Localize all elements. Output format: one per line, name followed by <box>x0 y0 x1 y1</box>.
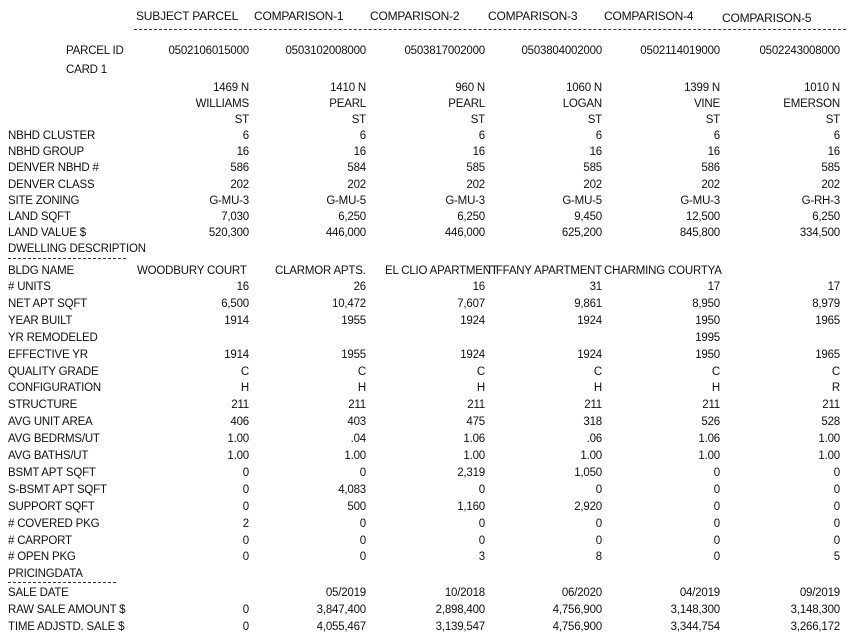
cell-value: 5 <box>833 551 840 563</box>
row-label: STRUCTURE <box>8 399 78 411</box>
cell-value: 1.00 <box>463 450 485 462</box>
cell-value: 202 <box>701 179 720 191</box>
row-label: SALE DATE <box>8 587 69 599</box>
cell-value: 211 <box>467 399 485 411</box>
cell-value: 586 <box>701 162 720 174</box>
address-suffixe: ST <box>470 114 485 126</box>
cell-value: 528 <box>821 416 840 428</box>
row-label: DENVER NBHD # <box>8 162 99 174</box>
cell-value: 406 <box>230 416 249 428</box>
cell-value: 3,344,754 <box>670 621 720 633</box>
row-label: # CARPORT <box>8 535 72 547</box>
cell-value: H <box>476 382 485 394</box>
cell-value: 0 <box>478 518 485 530</box>
cell-value: 6,500 <box>221 298 249 310</box>
cell-value: 1.00 <box>818 433 840 445</box>
parcel-id-value: 0502114019000 <box>640 45 720 57</box>
cell-value: 6 <box>595 130 602 142</box>
cell-value: C <box>831 366 840 378</box>
cell-value: 446,000 <box>325 227 366 239</box>
cell-value: 0 <box>242 551 249 563</box>
cell-value: 0 <box>242 484 249 496</box>
row-label: YR REMODELED <box>8 332 98 344</box>
cell-value: 1.00 <box>344 450 366 462</box>
parcel-id-value: 0502106015000 <box>168 45 249 57</box>
cell-value: 3,266,172 <box>790 621 840 633</box>
row-label: BSMT APT SQFT <box>8 467 96 479</box>
cell-value: 211 <box>348 399 366 411</box>
cell-value: 585 <box>466 162 485 174</box>
section-rule-pricing <box>8 582 116 583</box>
cell-value: 585 <box>583 162 602 174</box>
cell-value: 1,160 <box>457 501 485 513</box>
cell-value: 334,500 <box>799 227 840 239</box>
building-name: TIFFANY APARTMENT <box>486 265 603 277</box>
cell-value: 1914 <box>224 315 249 327</box>
cell-value: 3,148,300 <box>670 604 720 616</box>
cell-value: 1950 <box>695 315 720 327</box>
address-number: 960 N <box>455 82 485 94</box>
cell-value: 6 <box>713 130 720 142</box>
cell-value: 845,800 <box>679 227 720 239</box>
row-label: SITE ZONING <box>8 195 80 207</box>
cell-value: G-RH-3 <box>801 195 840 207</box>
cell-value: 9,450 <box>574 211 602 223</box>
cell-value: 0 <box>359 467 366 479</box>
column-header: COMPARISON-5 <box>722 11 812 25</box>
cell-value: 8,950 <box>692 298 720 310</box>
cell-value: 0 <box>242 621 249 633</box>
cell-value: 1.06 <box>698 433 720 445</box>
address-number: 1410 N <box>330 82 366 94</box>
cell-value: 211 <box>702 399 720 411</box>
cell-value: 4,083 <box>338 484 366 496</box>
cell-value: 12,500 <box>686 211 720 223</box>
parcel-id-value: 0502243008000 <box>759 45 840 57</box>
cell-value: 584 <box>347 162 366 174</box>
building-name: WOODBURY COURT <box>137 265 247 277</box>
cell-value: .04 <box>350 433 366 445</box>
cell-value: H <box>357 382 366 394</box>
cell-value: 0 <box>833 484 840 496</box>
column-header: COMPARISON-1 <box>254 9 344 23</box>
cell-value: 500 <box>347 501 366 513</box>
parcel-id-value: 0503817002000 <box>404 45 485 57</box>
cell-value: 1.00 <box>580 450 602 462</box>
cell-value: 10/2018 <box>444 587 485 599</box>
row-label: EFFECTIVE YR <box>8 349 88 361</box>
column-header: SUBJECT PARCEL <box>136 9 239 23</box>
cell-value: 1.00 <box>698 450 720 462</box>
cell-value: 0 <box>242 467 249 479</box>
cell-value: 202 <box>466 179 485 191</box>
cell-value: 211 <box>584 399 602 411</box>
cell-value: 16 <box>827 146 840 158</box>
address-street: EMERSON <box>783 98 840 110</box>
row-label: DENVER CLASS <box>8 179 95 191</box>
cell-value: 10,472 <box>332 298 366 310</box>
cell-value: 6,250 <box>457 211 485 223</box>
cell-value: 0 <box>713 467 720 479</box>
cell-value: 1.06 <box>463 433 485 445</box>
cell-value: 0 <box>359 535 366 547</box>
cell-value: C <box>357 366 366 378</box>
cell-value: G-MU-3 <box>209 195 249 207</box>
section-rule-dwelling <box>8 258 126 259</box>
cell-value: 7,030 <box>221 211 249 223</box>
cell-value: 2,898,400 <box>435 604 485 616</box>
cell-value: 3 <box>478 551 485 563</box>
cell-value: C <box>593 366 602 378</box>
cell-value: 1924 <box>577 349 602 361</box>
cell-value: G-MU-3 <box>445 195 485 207</box>
cell-value: 202 <box>230 179 249 191</box>
cell-value: 3,847,400 <box>316 604 366 616</box>
address-suffixe: ST <box>705 114 720 126</box>
row-label: NBHD CLUSTER <box>8 130 96 142</box>
cell-value: C <box>711 366 720 378</box>
cell-value: 0 <box>833 467 840 479</box>
row-label: NBHD GROUP <box>8 146 84 158</box>
cell-value: 09/2019 <box>799 587 840 599</box>
row-label: AVG BEDRMS/UT <box>8 433 100 445</box>
address-number: 1060 N <box>566 82 602 94</box>
row-label: AVG UNIT AREA <box>8 416 93 428</box>
cell-value: 0 <box>713 535 720 547</box>
cell-value: C <box>476 366 485 378</box>
column-header: COMPARISON-2 <box>370 9 460 23</box>
cell-value: 1.00 <box>227 450 249 462</box>
cell-value: H <box>593 382 602 394</box>
cell-value: 202 <box>821 179 840 191</box>
column-header: COMPARISON-3 <box>488 9 578 23</box>
cell-value: 2 <box>242 518 249 530</box>
address-street: VINE <box>693 98 720 110</box>
cell-value: 05/2019 <box>325 587 366 599</box>
row-label: SUPPORT SQFT <box>8 501 95 513</box>
row-label: # COVERED PKG <box>8 518 100 530</box>
cell-value: R <box>831 382 840 394</box>
cell-value: 403 <box>347 416 366 428</box>
cell-value: 1924 <box>577 315 602 327</box>
cell-value: .06 <box>586 433 602 445</box>
cell-value: 17 <box>827 281 840 293</box>
parcel-id-label: PARCEL ID <box>66 45 124 57</box>
cell-value: 0 <box>478 535 485 547</box>
cell-value: 1955 <box>341 349 366 361</box>
cell-value: 0 <box>833 535 840 547</box>
row-label: AVG BATHS/UT <box>8 450 89 462</box>
cell-value: 7,607 <box>457 298 485 310</box>
parcel-id-value: 0503804002000 <box>521 45 602 57</box>
cell-value: 1,050 <box>574 467 602 479</box>
cell-value: 0 <box>833 518 840 530</box>
cell-value: 586 <box>230 162 249 174</box>
cell-value: 6,250 <box>338 211 366 223</box>
cell-value: 1.00 <box>227 433 249 445</box>
row-label: QUALITY GRADE <box>8 366 99 378</box>
cell-value: 318 <box>583 416 602 428</box>
cell-value: 0 <box>713 501 720 513</box>
cell-value: 585 <box>821 162 840 174</box>
address-suffixe: ST <box>825 114 840 126</box>
cell-value: 16 <box>236 281 249 293</box>
cell-value: 0 <box>713 518 720 530</box>
cell-value: 1924 <box>460 315 485 327</box>
row-label: # UNITS <box>8 281 51 293</box>
cell-value: 06/2020 <box>561 587 602 599</box>
cell-value: 16 <box>472 281 485 293</box>
cell-value: 9,861 <box>574 298 602 310</box>
row-label: TIME ADJSTD. SALE $ <box>8 621 125 633</box>
cell-value: 31 <box>589 281 602 293</box>
cell-value: H <box>711 382 720 394</box>
section-title-dwelling: DWELLING DESCRIPTION <box>8 243 146 255</box>
row-label: S-BSMT APT SQFT <box>8 484 107 496</box>
cell-value: 0 <box>833 501 840 513</box>
cell-value: 0 <box>713 484 720 496</box>
address-suffixe: ST <box>587 114 602 126</box>
cell-value: G-MU-5 <box>562 195 602 207</box>
cell-value: 4,055,467 <box>316 621 366 633</box>
address-street: WILLIAMS <box>195 98 249 110</box>
cell-value: 625,200 <box>561 227 602 239</box>
cell-value: 1950 <box>695 349 720 361</box>
row-label: LAND SQFT <box>8 211 71 223</box>
header-rule <box>134 29 846 30</box>
cell-value: 0 <box>713 551 720 563</box>
cell-value: 4,756,900 <box>552 604 602 616</box>
row-label: YEAR BUILT <box>8 315 73 327</box>
building-name: CLARMOR APTS. <box>275 265 366 277</box>
address-number: 1399 N <box>684 82 720 94</box>
cell-value: 6,250 <box>812 211 840 223</box>
cell-value: 4,756,900 <box>552 621 602 633</box>
cell-value: 446,000 <box>444 227 485 239</box>
cell-value: 16 <box>236 146 249 158</box>
cell-value: 0 <box>242 604 249 616</box>
cell-value: 0 <box>242 501 249 513</box>
cell-value: 8 <box>595 551 602 563</box>
cell-value: 6 <box>242 130 249 142</box>
row-label: RAW SALE AMOUNT $ <box>8 604 126 616</box>
cell-value: 8,979 <box>812 298 840 310</box>
cell-value: 6 <box>478 130 485 142</box>
address-number: 1010 N <box>804 82 840 94</box>
cell-value: 16 <box>589 146 602 158</box>
address-street: PEARL <box>329 98 366 110</box>
cell-value: 475 <box>466 416 485 428</box>
cell-value: H <box>240 382 249 394</box>
cell-value: G-MU-3 <box>680 195 720 207</box>
cell-value: 526 <box>701 416 720 428</box>
cell-value: G-MU-5 <box>326 195 366 207</box>
cell-value: 202 <box>347 179 366 191</box>
building-name: CHARMING COURTYA <box>604 265 722 277</box>
cell-value: 16 <box>707 146 720 158</box>
cell-value: 211 <box>231 399 249 411</box>
row-label: # OPEN PKG <box>8 551 76 563</box>
cell-value: 6 <box>359 130 366 142</box>
cell-value: 0 <box>478 484 485 496</box>
cell-value: 1.00 <box>818 450 840 462</box>
cell-value: 211 <box>822 399 840 411</box>
cell-value: 0 <box>595 484 602 496</box>
cell-value: 1955 <box>341 315 366 327</box>
cell-value: 17 <box>707 281 720 293</box>
cell-value: 1995 <box>695 332 720 344</box>
cell-value: 26 <box>353 281 366 293</box>
cell-value: 0 <box>595 535 602 547</box>
cell-value: 520,300 <box>208 227 249 239</box>
cell-value: 6 <box>833 130 840 142</box>
address-suffixe: ST <box>234 114 249 126</box>
cell-value: 1965 <box>815 349 840 361</box>
address-street: PEARL <box>448 98 485 110</box>
cell-value: 1965 <box>815 315 840 327</box>
cell-value: C <box>240 366 249 378</box>
cell-value: 16 <box>472 146 485 158</box>
cell-value: 3,148,300 <box>790 604 840 616</box>
parcel-id-value: 0503102008000 <box>285 45 366 57</box>
cell-value: 0 <box>359 551 366 563</box>
cell-value: 04/2019 <box>679 587 720 599</box>
cell-value: 1924 <box>460 349 485 361</box>
address-number: 1469 N <box>213 82 249 94</box>
row-label: BLDG NAME <box>8 265 74 277</box>
address-suffixe: ST <box>351 114 366 126</box>
cell-value: 2,319 <box>457 467 485 479</box>
cell-value: 0 <box>242 535 249 547</box>
column-header: COMPARISON-4 <box>604 9 694 23</box>
row-label: NET APT SQFT <box>8 298 87 310</box>
cell-value: 2,920 <box>574 501 602 513</box>
cell-value: 16 <box>353 146 366 158</box>
cell-value: 3,139,547 <box>435 621 485 633</box>
row-label: LAND VALUE $ <box>8 227 86 239</box>
building-name: EL CLIO APARTMENT <box>385 265 498 277</box>
cell-value: 0 <box>359 518 366 530</box>
cell-value: 0 <box>595 518 602 530</box>
row-label: CONFIGURATION <box>8 382 102 394</box>
address-street: LOGAN <box>562 98 602 110</box>
cell-value: 1914 <box>224 349 249 361</box>
cell-value: 202 <box>583 179 602 191</box>
section-title-pricing: PRICINGDATA <box>8 568 83 580</box>
card-label: CARD 1 <box>66 64 107 76</box>
